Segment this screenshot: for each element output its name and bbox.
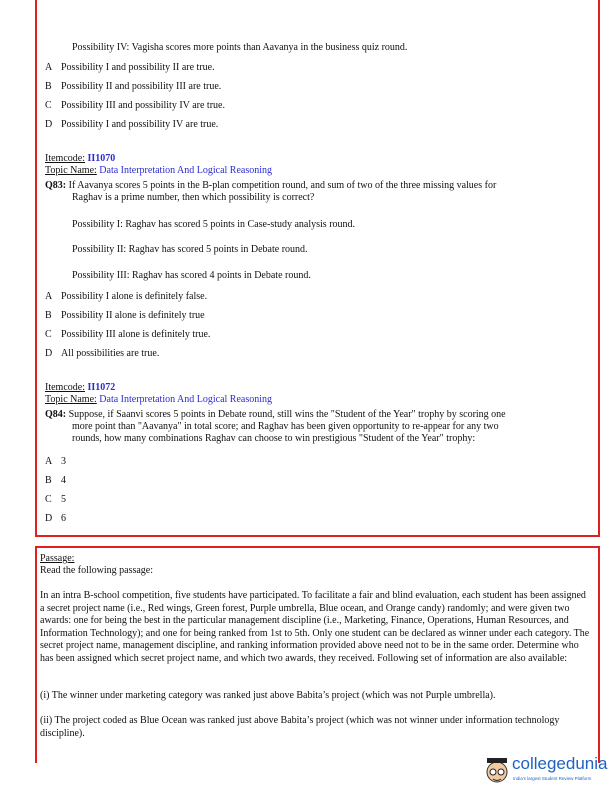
option-letter: D — [45, 119, 53, 130]
option-letter: A — [45, 62, 53, 73]
option-text: Possibility I and possibility IV are true. — [61, 119, 219, 130]
itemcode-q83 — [45, 153, 115, 165]
topic-label: Topic Name: — [45, 165, 97, 176]
itemcode-q84 — [45, 382, 115, 394]
option-c[interactable] — [45, 329, 210, 341]
passage-info-2: (ii) The project coded as Blue Ocean was ranked just above Babita’s project (which was not winner under information technology discipline). — [40, 715, 560, 739]
option-text: Possibility I alone is definitely false. — [61, 291, 208, 302]
option-letter: D — [45, 513, 53, 524]
logo-name: collegedunia — [512, 754, 608, 773]
option-b[interactable] — [45, 81, 221, 93]
passage-body: In an intra B-school competition, five students have participated. To facilitate a fair and blind evaluation, each student has been assigned a secret project name (i.e., Red wings, Green forest, Purple umbrella, Blue ocean, and Orange candy) randomly; and were given two awards: one for being the best in the particular management discipline (i.e., Marketing, Finance, Operations, Human Resources, and Information Technology); and one for being ranked from 1st to 5th. Only one student can be declared as winner under each category. The secret project name, management discipline, and ranking information provided above need not to be in the same order. Determine who has been assigned which secret project name, and which two awards, they received. Following set of information are also available: — [40, 590, 590, 664]
option-d[interactable] — [45, 513, 66, 525]
topic-label: Topic Name: — [45, 394, 97, 405]
option-b[interactable] — [45, 475, 66, 487]
option-text: Possibility I and possibility II are true. — [61, 62, 215, 73]
itemcode-label: Itemcode: — [45, 153, 85, 164]
option-letter: A — [45, 456, 53, 467]
option-a[interactable] — [45, 456, 66, 468]
passage-intro: Read the following passage: — [40, 565, 154, 576]
option-letter: C — [45, 494, 52, 505]
option-text: Possibility III and possibility IV are true. — [61, 100, 225, 111]
logo-tagline: India's largest Student Review Platform — [513, 776, 592, 781]
topic-q84 — [45, 394, 272, 406]
option-letter: B — [45, 475, 52, 486]
question-text: Suppose, if Saanvi scores 5 points in Debate round, still wins the "Student of the Year" trophy by scoring one — [68, 409, 506, 420]
passage-info-1: (i) The winner under marketing category was ranked just above Babita’s project (which was not Purple umbrella). — [40, 690, 496, 701]
question-84 — [45, 409, 506, 421]
mascot-icon — [482, 752, 512, 792]
possibility-i: Possibility I: Raghav has scored 5 points in Case-study analysis round. — [72, 219, 356, 230]
option-text: 5 — [61, 494, 66, 505]
question-text: If Aavanya scores 5 points in the B-plan competition round, and sum of two of the three missing values for — [68, 180, 497, 191]
passage-label: Passage: — [40, 553, 75, 564]
option-a[interactable] — [45, 291, 207, 303]
topic-value: Data Interpretation And Logical Reasoning — [99, 394, 273, 405]
option-d[interactable] — [45, 348, 159, 360]
option-text: Possibility II and possibility III are true. — [61, 81, 222, 92]
option-text: Possibility III alone is definitely true. — [61, 329, 211, 340]
itemcode-label: Itemcode: — [45, 382, 85, 393]
option-letter: C — [45, 100, 52, 111]
option-text: Possibility II alone is definitely true — [61, 310, 205, 321]
option-text: 6 — [61, 513, 66, 524]
option-text: 4 — [61, 475, 66, 486]
itemcode-value: II1070 — [87, 153, 116, 164]
possibility-ii: Possibility II: Raghav has scored 5 points in Debate round. — [72, 244, 308, 255]
collegedunia-logo — [482, 752, 612, 792]
question-number: Q83: — [45, 180, 67, 191]
possibility-iv: Possibility IV: Vagisha scores more points than Aavanya in the business quiz round. — [72, 42, 408, 53]
option-letter: C — [45, 329, 52, 340]
option-letter: D — [45, 348, 53, 359]
option-c[interactable] — [45, 494, 66, 506]
option-letter: B — [45, 310, 52, 321]
option-letter: A — [45, 291, 53, 302]
topic-q83 — [45, 165, 272, 177]
question-text-line2: more point than "Aavanya" in total score; and Raghav has been given opportunity to re-appear for any two — [72, 421, 499, 432]
itemcode-value: II1072 — [87, 382, 116, 393]
option-c[interactable] — [45, 100, 225, 112]
possibility-iii: Possibility III: Raghav has scored 4 points in Debate round. — [72, 270, 311, 281]
option-d[interactable] — [45, 119, 218, 131]
option-text: All possibilities are true. — [61, 348, 160, 359]
option-text: 3 — [61, 456, 66, 467]
question-text-line2: Raghav is a prime number, then which possibility is correct? — [72, 192, 315, 203]
question-83 — [45, 180, 496, 192]
option-a[interactable] — [45, 62, 215, 74]
question-text-line3: rounds, how many combinations Raghav can choose to win prestigious "Student of the Year" trophy: — [72, 433, 476, 444]
option-letter: B — [45, 81, 52, 92]
option-b[interactable] — [45, 310, 205, 322]
question-number: Q84: — [45, 409, 67, 420]
topic-value: Data Interpretation And Logical Reasoning — [99, 165, 273, 176]
